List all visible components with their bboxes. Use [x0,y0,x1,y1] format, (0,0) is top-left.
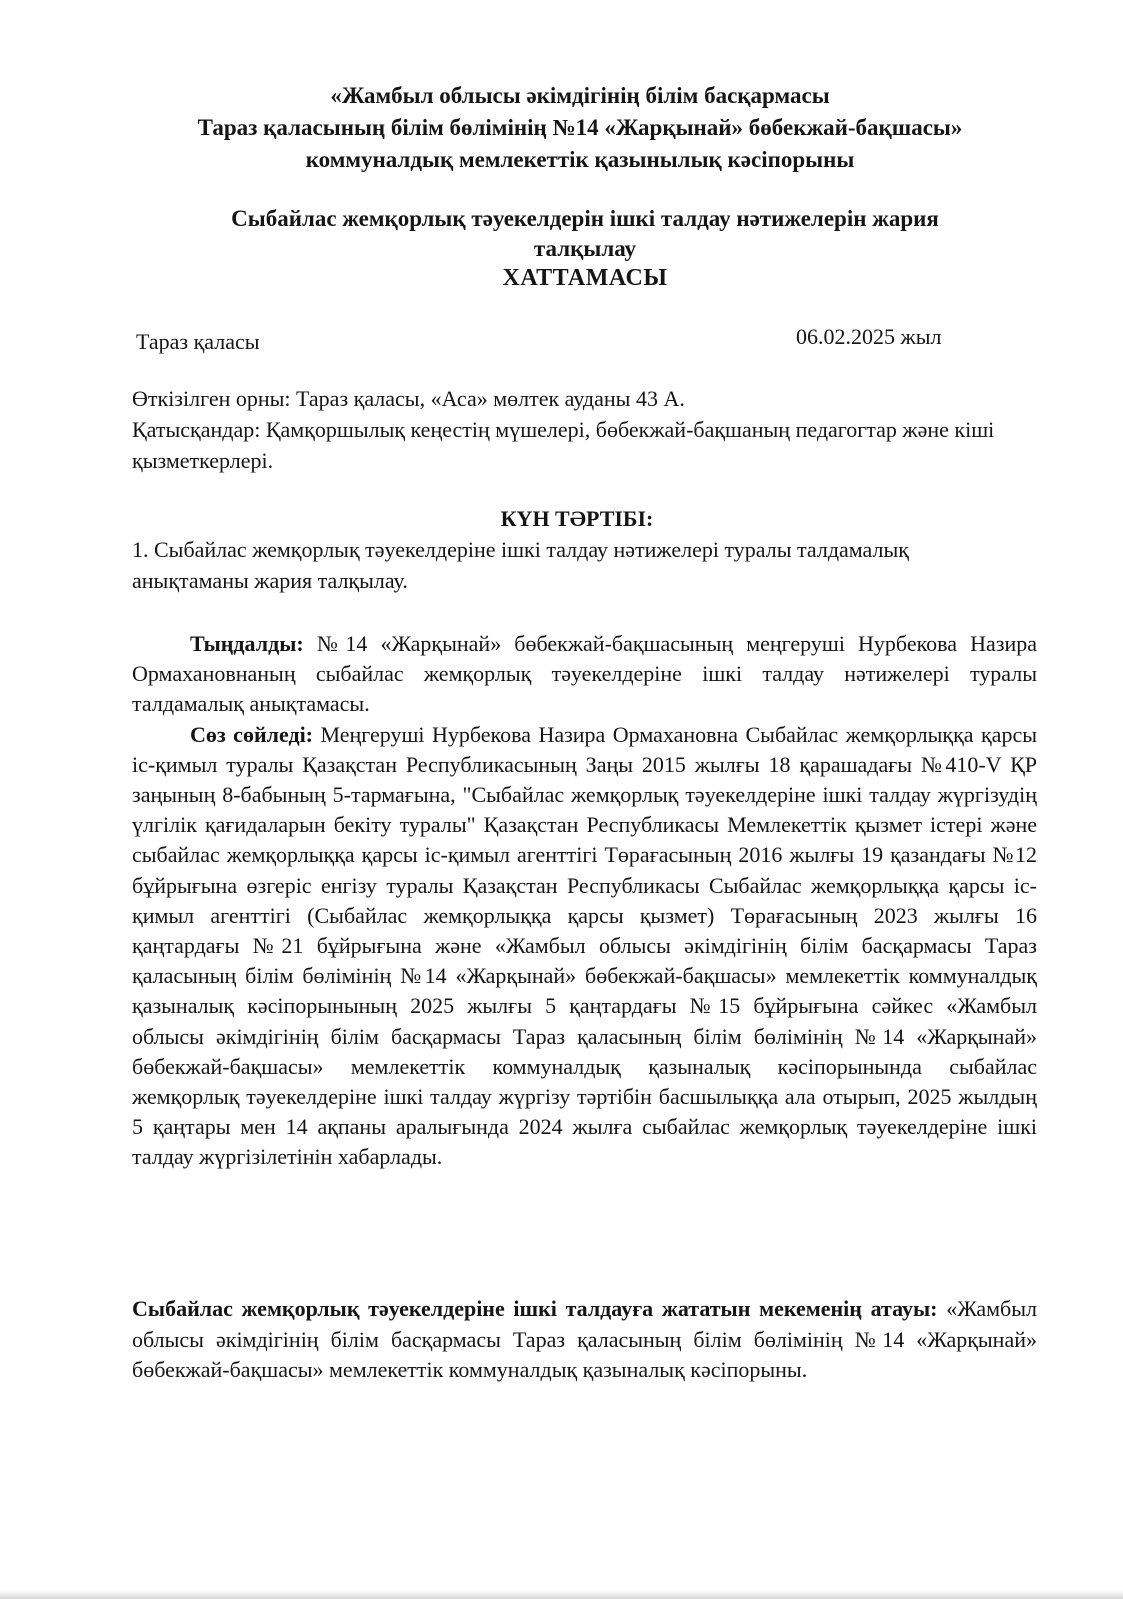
organization-header [120,80,1040,176]
org-header-line-3: коммуналдық мемлекеттік қазынылық кәсіпорыны [305,147,855,172]
heard-paragraph [132,629,1037,720]
document-kind: ХАТТАМАСЫ [502,265,668,291]
venue-line: Өткізілген орны: Тараз қаласы, «Аса» мөлтек ауданы 43 А. [132,386,685,411]
minutes-body [132,629,1037,1173]
document-title-line-1: Сыбайлас жемқорлық тәуекелдерін ішкі талдау нәтижелерін жария [231,206,939,231]
institution-text: «Жамбыл облысы әкімдігінің білім басқармасы Тараз қаласының білім бөлімінің №14 «Жарқынай» бөбекжай-бақшасы» мемлекеттік коммуналдық қазыналық кәсіпорыны. [132,1296,1037,1382]
institution-paragraph [132,1294,1037,1386]
speech-label: Сөз сөйледі: [190,721,314,747]
org-header-line-1: «Жамбыл облысы әкімдігінің білім басқармасы [330,83,830,108]
heard-text: №14 «Жарқынай» бөбекжай-бақшасының меңгеруші Нурбекова Назира Ормахановнаның сыбайлас жемқорлық тәуекелдеріне ішкі талдау нәтижелері туралы талдамалық анықтамасы. [132,631,1037,717]
scan-edge-shadow [0,1590,1123,1599]
agenda-item-1: 1. Сыбайлас жемқорлық тәуекелдеріне ішкі талдау нәтижелері туралы талдамалық анықтаманы жария талқылау. [132,537,909,593]
document-date: 06.02.2025 жыл [796,324,942,349]
speech-paragraph [132,720,1037,1173]
institution-section [132,1294,1037,1386]
city-label: Тараз қаласы [136,329,260,354]
document-title-line-2: талқылау [533,236,637,261]
institution-label: Сыбайлас жемқорлық тәуекелдеріне ішкі талдауға жататын мекеменің атауы: [132,1296,938,1321]
document-title [150,204,1020,264]
participants-line: Қатысқандар: Қамқоршылық кеңестің мүшелері, бөбекжай-бақшаның педагогтар және кіші қызметкерлері. [132,417,995,473]
agenda-heading: КҮН ТӘРТІБІ: [500,506,654,531]
speech-text: Меңгеруші Нурбекова Назира Ормахановна Сыбайлас жемқорлыққа қарсы іс-қимыл туралы Қазақстан Республикасының Заңы 2015 жылғы 18 қарашадағы №410-V ҚР заңының 8-бабының 5-тармағына, "Сыбайлас жемқорлық тәуекелдеріне ішкі талдау жүргізудің үлгілік қағидаларын бекіту туралы" Қазақстан Республикасы Мемлекеттік қызмет істері және сыбайлас жемқорлыққа қарсы іс-қимыл агенттігі Төрағасының 2016 жылғы 19 қазандағы №12 бұйрығына өзгеріс енгізу туралы Қазақстан Республикасы Сыбайлас жемқорлыққа қарсы іс-қимыл агенттігі (Сыбайлас жемқорлыққа қарсы қызмет) Төрағасының 2023 жылғы 16 қаңтардағы №21 бұйрығына және «Жамбыл облысы әкімдігінің білім басқармасы Тараз қаласының білім бөлімінің №14 «Жарқынай» бөбекжай-бақшасы» мемлекеттік коммуналдық қазыналық кәсіпорынының 2025 жылғы 5 қаңтардағы №15 бұйрығына сәйкес «Жамбыл облысы әкімдігінің білім басқармасы Тараз қаласының білім бөлімінің №14 «Жарқынай» бөбекжай-бақшасы» мемлекеттік коммуналдық қазыналық кәсіпорынында сыбайлас жемқорлық тәуекелдеріне ішкі талдау жүргізу тәртібін басшылыққа ала отырып, 2025 жылдың 5 қаңтары мен 14 ақпаны аралығында 2024 жылға сыбайлас жемқорлық тәуекелдеріне ішкі талдау жүргізілетінін хабарлады. [132,721,1037,1170]
heard-label: Тыңдалды: [190,631,304,656]
meeting-details [132,383,1012,476]
org-header-line-2: Тараз қаласының білім бөлімінің №14 «Жарқынай» бөбекжай-бақшасы» [197,115,963,140]
